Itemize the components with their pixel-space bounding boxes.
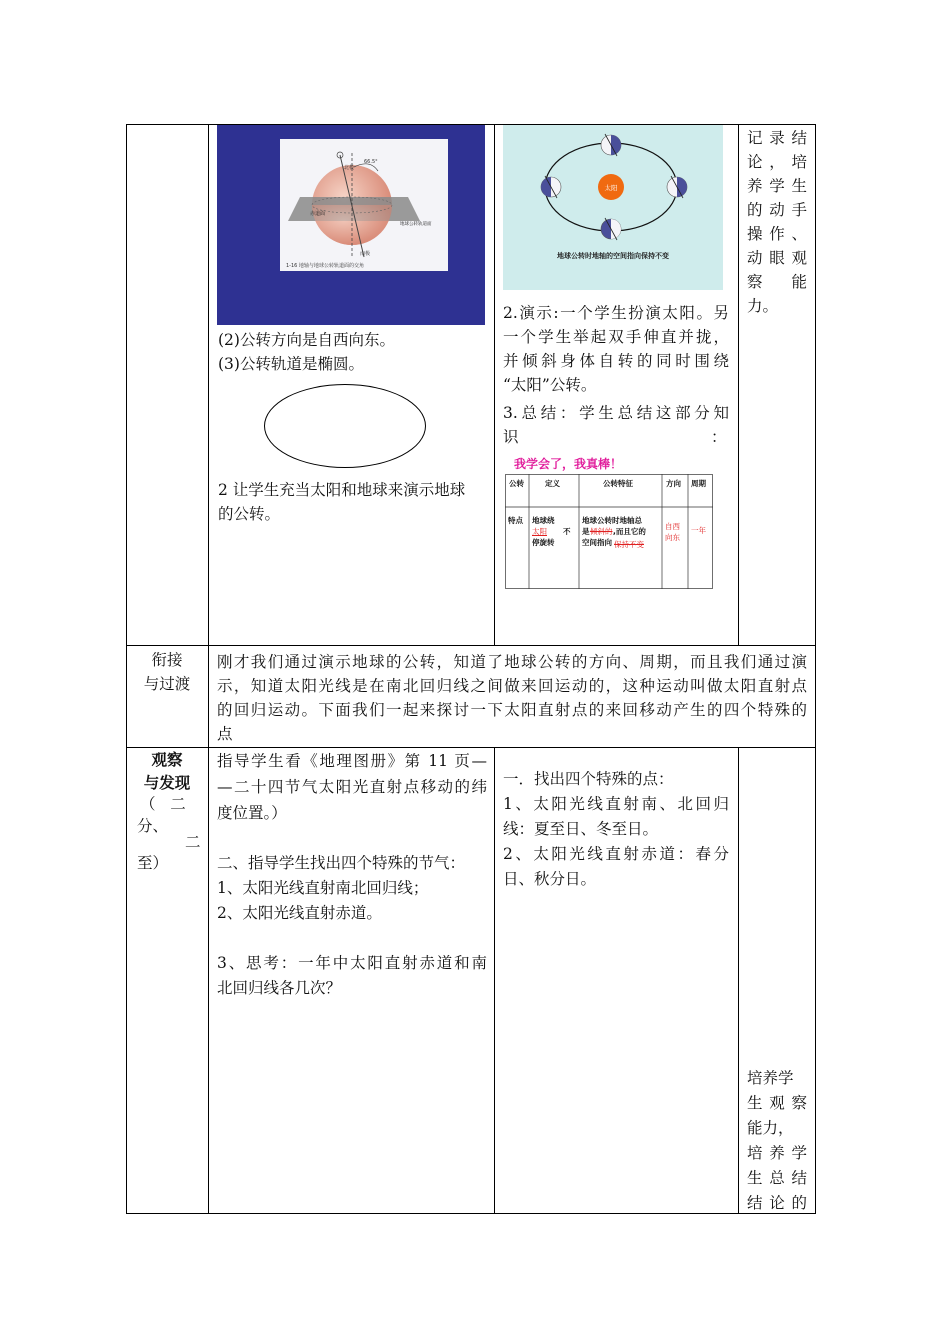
section-label: 分、 bbox=[137, 817, 169, 835]
text-line: 度位置。） bbox=[217, 804, 287, 822]
text-line: 论，培 bbox=[747, 153, 807, 171]
text-line: 培养学 bbox=[747, 1069, 794, 1087]
text-line: 日、秋分日。 bbox=[503, 870, 597, 888]
text-line: 一．找出四个特殊的点： bbox=[503, 770, 674, 788]
grid-line bbox=[738, 747, 739, 1214]
goal-note bbox=[747, 126, 807, 318]
summary-table bbox=[505, 474, 713, 589]
text-line: 2、太阳光线直射赤道：春分 bbox=[503, 845, 729, 863]
text-line: 察 能 bbox=[747, 273, 807, 291]
text-line bbox=[217, 925, 487, 949]
text-line: 生观察 bbox=[747, 1094, 807, 1112]
grid-line bbox=[738, 124, 739, 645]
sun-label: 太阳 bbox=[604, 184, 618, 192]
text-line: “太阳”公转。 bbox=[503, 376, 597, 394]
grid-line bbox=[126, 1213, 816, 1214]
table-cell: 太阳 bbox=[532, 527, 547, 536]
table-cell: 地球绕 bbox=[532, 516, 555, 525]
section-label: 衔接 bbox=[151, 651, 183, 669]
table-header: 公转 bbox=[509, 479, 524, 488]
cheer-text: 我学会了，我真棒！ bbox=[514, 457, 623, 471]
table-cell: 特点 bbox=[508, 516, 523, 525]
table-cell: 保持不变 bbox=[614, 540, 644, 549]
teacher-activity bbox=[217, 749, 487, 1000]
goal-note bbox=[747, 1066, 807, 1215]
text-line: 结论的 bbox=[747, 1194, 807, 1212]
orbit-ellipse bbox=[264, 384, 426, 468]
orbit-plane-figure bbox=[217, 125, 485, 325]
table-cell: 地球公转时地轴总 bbox=[582, 516, 642, 525]
text-line: 3、思考：一年中太阳直射赤道和南 bbox=[217, 954, 487, 972]
text-line: 2 让学生充当太阳和地球来演示地球 bbox=[218, 481, 466, 499]
text-line: 培养学 bbox=[747, 1144, 807, 1162]
text-line: 生总结 bbox=[747, 1169, 807, 1187]
text-line: 点 bbox=[217, 725, 233, 743]
earth-tilt-diagram bbox=[280, 139, 448, 271]
orbit-axis-figure bbox=[503, 125, 723, 290]
transition-paragraph bbox=[217, 650, 807, 746]
text-line: 刚才我们通过演示地球的公转，知道了地球公转的方向、周期，而且我们通过演 bbox=[217, 653, 807, 671]
table-cell: 空间指向 bbox=[582, 538, 612, 547]
earth-icon bbox=[667, 176, 687, 198]
grid-line bbox=[126, 747, 816, 748]
section-label: 至） bbox=[137, 854, 169, 872]
text-line: 的动手 bbox=[747, 201, 807, 219]
text-line: 记录结 bbox=[747, 129, 807, 147]
text-line: 动眼观 bbox=[747, 249, 807, 267]
text-line: 的回归运动。下面我们一起来探讨一下太阳直射点的来回移动产生的四个特殊的 bbox=[217, 701, 807, 719]
svg-text:1-16 地轴与地球公转轨道面的交角: 1-16 地轴与地球公转轨道面的交角 bbox=[286, 263, 364, 269]
text-line: 识 bbox=[503, 428, 519, 446]
table-cell: ,而且它的 bbox=[613, 527, 646, 536]
text-line: 并倾斜身体自转的同时围绕 bbox=[503, 352, 729, 370]
svg-text:南极: 南极 bbox=[360, 251, 371, 257]
grid-line bbox=[208, 124, 209, 1214]
text-line: —二十四节气太阳光直射点移动的纬 bbox=[217, 778, 487, 796]
grid-line bbox=[494, 747, 495, 1214]
text-line: (2)公转方向是自西向东。 bbox=[218, 331, 395, 349]
table-cell: 向东 bbox=[665, 533, 680, 542]
text-line: 力。 bbox=[747, 297, 779, 315]
table-cell: 是 bbox=[582, 527, 590, 536]
table-cell: 不 bbox=[563, 527, 571, 536]
svg-text:地球公转时地轴的空间指向保持不变: 地球公转时地轴的空间指向保持不变 bbox=[557, 252, 669, 260]
table-header: 公转特征 bbox=[603, 479, 633, 488]
text-line: (3)公转轨道是椭圆。 bbox=[218, 355, 364, 373]
text-line: 2.演示:一个学生扮演太阳。另 bbox=[503, 304, 729, 322]
text-line: 的公转。 bbox=[218, 505, 281, 523]
section-label: 二 bbox=[185, 833, 201, 851]
text-line: 示，知道太阳光线是在南北回归线之间做来回运动的，这种运动叫做太阳直射点 bbox=[217, 677, 807, 695]
table-header: 定义 bbox=[545, 479, 560, 488]
text-line: 1、太阳光线直射南北回归线； bbox=[217, 879, 429, 897]
section-label: （ 二 bbox=[140, 795, 186, 813]
grid-line bbox=[126, 645, 816, 646]
grid-line bbox=[815, 124, 816, 1214]
axis-direction-diagram bbox=[503, 125, 723, 290]
student-activity bbox=[503, 767, 729, 891]
table-header: 周期 bbox=[691, 479, 706, 488]
text-line: 二、指导学生找出四个特殊的节气： bbox=[217, 854, 466, 872]
text-line: 2、太阳光线直射赤道。 bbox=[217, 904, 382, 922]
section-label: 与过渡 bbox=[143, 675, 191, 693]
text-line: 操作、 bbox=[747, 225, 807, 243]
text-line: ： bbox=[711, 428, 727, 446]
earth-icon bbox=[601, 134, 621, 156]
text-line: 能力， bbox=[747, 1119, 794, 1137]
svg-text:北极: 北极 bbox=[344, 165, 355, 171]
earth-icon bbox=[541, 176, 561, 198]
grid-line bbox=[494, 124, 495, 645]
earth-icon bbox=[601, 218, 621, 240]
text-line: 线：夏至日、冬至日。 bbox=[503, 820, 659, 838]
text-line: 养学生 bbox=[747, 177, 807, 195]
section-label: 与发现 bbox=[143, 774, 191, 792]
text-line bbox=[217, 825, 487, 849]
table-cell: 停旋转 bbox=[532, 538, 555, 547]
svg-text:66.5°: 66.5° bbox=[364, 159, 378, 165]
svg-text:地球公转轨道面: 地球公转轨道面 bbox=[400, 222, 432, 227]
svg-text:赤道面: 赤道面 bbox=[310, 211, 326, 217]
text-line: 北回归线各几次？ bbox=[217, 979, 342, 997]
text-line: 指导学生看《地理图册》第 11 页— bbox=[217, 752, 487, 770]
text-line: 3.总结：学生总结这部分知 bbox=[503, 404, 729, 422]
text-line: 1、太阳光线直射南、北回归 bbox=[503, 795, 729, 813]
table-cell: 自西 bbox=[665, 522, 680, 531]
section-label: 观察 bbox=[151, 751, 183, 769]
text-line: 一个学生举起双手伸直并拢， bbox=[503, 328, 729, 346]
table-header: 方向 bbox=[666, 479, 681, 488]
table-cell: 一年 bbox=[691, 526, 706, 535]
table-cell: 倾斜的 bbox=[590, 527, 613, 536]
